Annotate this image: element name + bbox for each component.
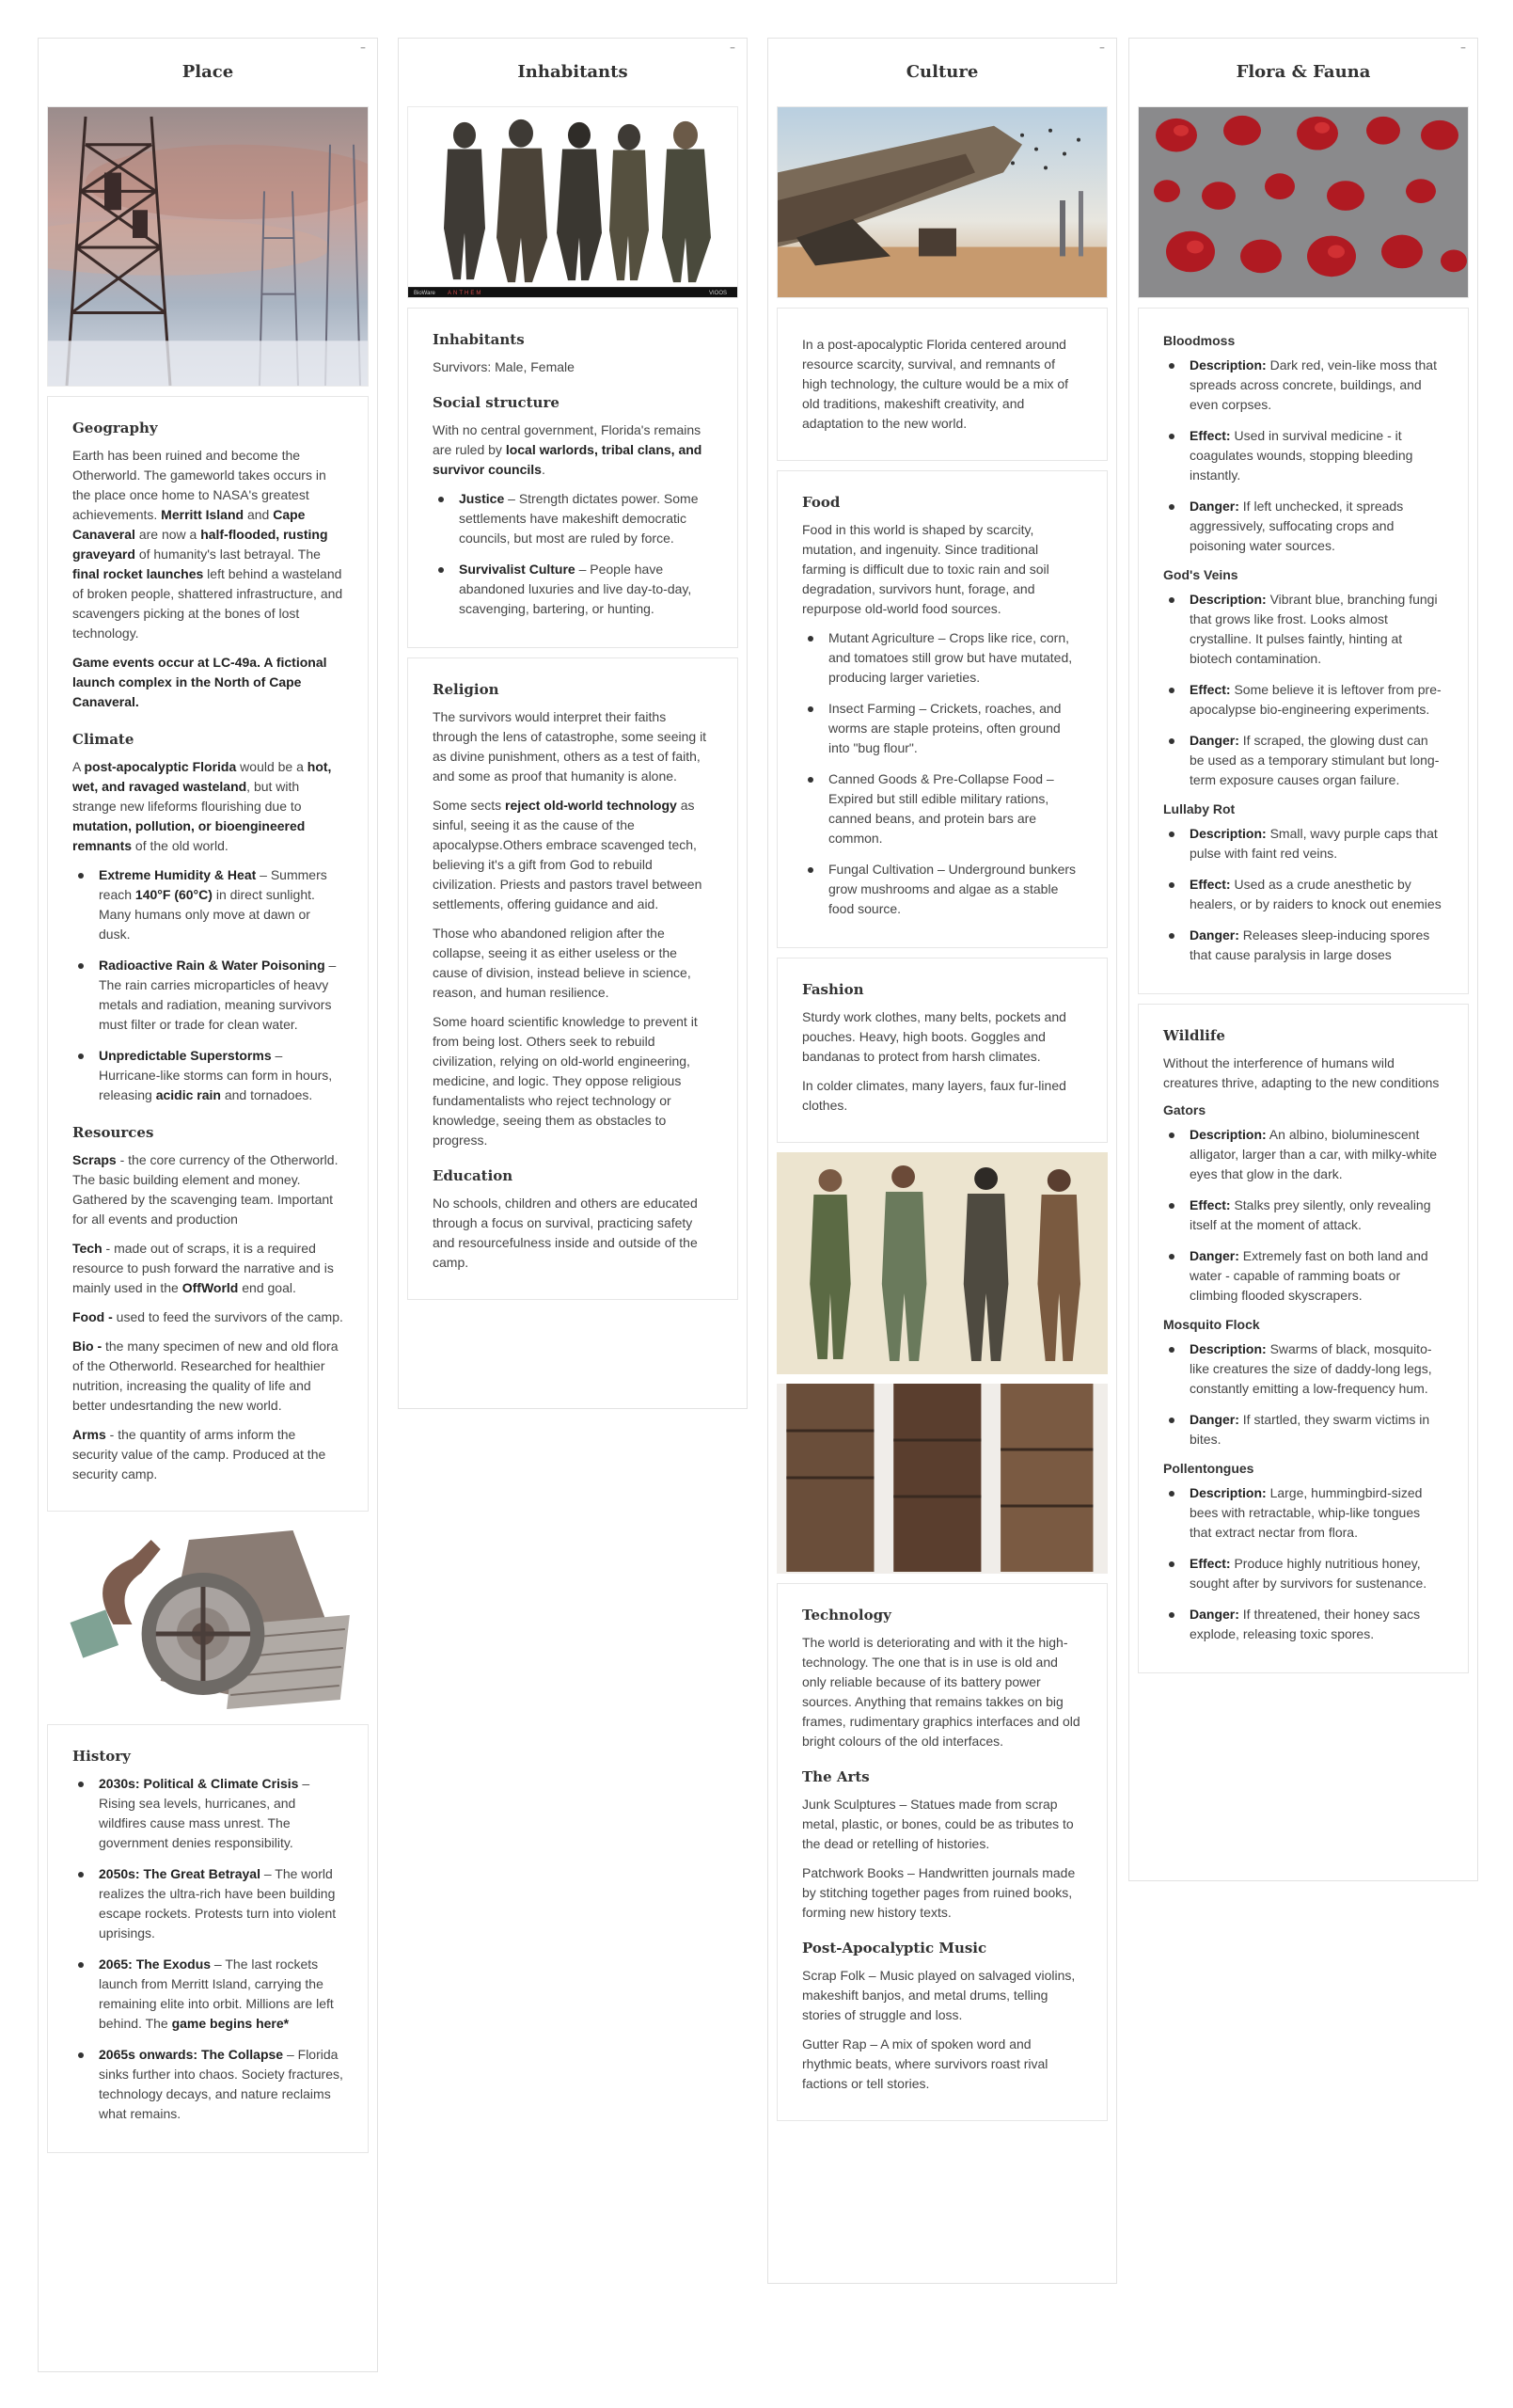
mosquito-flock-list: [1163, 1339, 1444, 1450]
list-item: Survivalist Culture – People have abandoned luxuries and live day-to-day, scavenging, bartering, or hunting.: [433, 560, 714, 619]
music-p2: Gutter Rap – A mix of spoken word and rhythmic beats, where survivors roast rival factions or tell stories.: [802, 2036, 1048, 2091]
image-caption-left: BioWare: [414, 291, 435, 297]
flora-card: [1138, 308, 1469, 994]
resources-heading: Resources: [72, 1124, 154, 1141]
bloodmoss-list: [1163, 356, 1444, 556]
music-p1: Scrap Folk – Music played on salvaged violins, makeshift banjos, and metal drums, telling stories of struggle and loss.: [802, 1968, 1076, 2022]
list-item: Effect: Some believe it is leftover from pre-apocalypse bio-engineering experiments.: [1163, 680, 1444, 720]
scrap-machine-image: [47, 1521, 369, 1715]
image-caption-mid: ANTHEM: [448, 291, 483, 297]
pollentongues-list: [1163, 1483, 1444, 1644]
red-plants-image: [1138, 106, 1469, 298]
resource-tech: Tech - made out of scraps, it is a required resource to push forward the narrative and is mainly used in the OffWorld end goal.: [72, 1241, 334, 1295]
list-item: Danger: If threatened, their honey sacs explode, releasing toxic spores.: [1163, 1605, 1444, 1644]
list-item: Danger: Extremely fast on both land and water - capable of ramming boats or climbing flooded skyscrapers.: [1163, 1246, 1444, 1306]
fashion-heading: Fashion: [802, 981, 864, 998]
column-title-flora-fauna: Flora & Fauna –: [1236, 40, 1466, 82]
animal-name-gators: Gators: [1163, 1102, 1206, 1117]
lullaby-rot-list: [1163, 824, 1444, 965]
list-item: Description: Dark red, vein-like moss that spreads across concrete, buildings, and even corpses.: [1163, 356, 1444, 415]
climate-paragraph: A post-apocalyptic Florida would be a hot, wet, and ravaged wasteland, but with strange new lifeforms flourishing due to mutation, pollution, or bioengineered remnants of the old world.: [72, 759, 332, 853]
animal-name-pollentongues: Pollentongues: [1163, 1461, 1254, 1476]
column-flora-fauna: [1128, 38, 1478, 1881]
survivors-outfits-image: [777, 1152, 1108, 1374]
column-culture: [767, 38, 1117, 2284]
list-item: Danger: If left unchecked, it spreads aggressively, suffocating crops and poisoning water sources.: [1163, 497, 1444, 556]
minus-icon[interactable]: –: [1099, 40, 1105, 54]
religion-p1: The survivors would interpret their faiths through the lens of catastrophe, some seeing it as divine punishment, others as a test of faith, and some as proof that humanity is alone.: [433, 709, 707, 784]
antenna-tower-image: [47, 106, 369, 387]
gators-list: [1163, 1125, 1444, 1306]
food-card: [777, 470, 1108, 948]
climate-heading: Climate: [72, 731, 134, 748]
column-title-place: Place –: [181, 40, 366, 82]
religion-p4: Some hoard scientific knowledge to prevent it from being lost. Others seek to rebuild civilization, relying on old-world engineering, medicine, and logic. They oppose religious fundamentalists who reject technology or knowledge, seeing them as obstacles to progress.: [433, 1014, 698, 1148]
resource-scraps: Scraps - the core currency of the Otherworld. The basic building element and money. Gathered by the scavenging team. Important for all events and production: [72, 1152, 339, 1227]
list-item: Description: Small, wavy purple caps that pulse with faint red veins.: [1163, 824, 1444, 863]
game-events-note: Game events occur at LC-49a. A fictional launch complex in the North of Cape Canaveral.: [72, 655, 327, 709]
inhabitants-heading: Inhabitants: [433, 331, 525, 348]
resource-bio: Bio - the many specimen of new and old flora of the Otherworld. Researched for healthier nutrition, increasing the quality of life and better undesrtanding the new world.: [72, 1339, 339, 1413]
image-caption-right: VIOOS: [709, 291, 727, 297]
food-heading: Food: [802, 494, 841, 511]
fashion-p1: Sturdy work clothes, many belts, pockets and pouches. Heavy, high boots. Goggles and bandanas to protect from harsh climates.: [802, 1009, 1066, 1064]
fashion-card: [777, 958, 1108, 1143]
animal-name-mosquito-flock: Mosquito Flock: [1163, 1317, 1260, 1332]
list-item: Danger: If startled, they swarm victims in bites.: [1163, 1410, 1444, 1450]
social-structure-list: [433, 489, 714, 619]
list-item: Insect Farming – Crickets, roaches, and worms are staple proteins, often ground into "bug flour".: [802, 699, 1083, 758]
religion-p2: Some sects reject old-world technology as sinful, seeing it as the cause of the apocalypse.Others embrace scavenged tech, believing it's a gift from God to rebuild civilization. Priests and pastors travel between settlements, offering guidance and aid.: [433, 798, 702, 911]
list-item: 2065: The Exodus – The last rockets launch from Merritt Island, carrying the remaining elite into orbit. Millions are left behind. The game begins here*: [72, 1955, 344, 2034]
inhabitants-card: [407, 308, 738, 648]
culture-intro-card: [777, 308, 1108, 461]
wildlife-intro: Without the interference of humans wild creatures thrive, adapting to the new conditions: [1163, 1055, 1440, 1090]
fashion-p2: In colder climates, many layers, faux fur-lined clothes.: [802, 1078, 1066, 1113]
list-item: Description: An albino, bioluminescent alligator, larger than a car, with milky-white eyes that glow in the dark.: [1163, 1125, 1444, 1184]
list-item: Fungal Cultivation – Underground bunkers grow mushrooms and algae as a stable food source.: [802, 860, 1083, 919]
list-item: Description: Large, hummingbird-sized bees with retractable, whip-like tongues that extract nectar from flora.: [1163, 1483, 1444, 1543]
list-item: Justice – Strength dictates power. Some settlements have makeshift democratic councils, but most are ruled by force.: [433, 489, 714, 548]
history-list: [72, 1774, 344, 2124]
arts-p2: Patchwork Books – Handwritten journals made by stitching together pages from ruined books, forming new history texts.: [802, 1865, 1076, 1920]
climate-list: [72, 865, 344, 1105]
education-paragraph: No schools, children and others are educated through a focus on survival, practicing safety and resourcefulness inside and outside of the camp.: [433, 1196, 698, 1270]
wildlife-card: [1138, 1004, 1469, 1673]
resource-food: Food - used to feed the survivors of the camp.: [72, 1309, 343, 1324]
religion-p3: Those who abandoned religion after the collapse, seeing it as either useless or the cause of division, instead believe in science, reason, and human resilience.: [433, 926, 691, 1000]
list-item: Radioactive Rain & Water Poisoning – The rain carries microparticles of heavy metals and radiation, meaning survivors must filter or trade for clean water.: [72, 956, 344, 1035]
technology-card: [777, 1583, 1108, 2121]
list-item: Effect: Produce highly nutritious honey, sought after by survivors for sustenance.: [1163, 1554, 1444, 1593]
plant-name-gods-veins: God's Veins: [1163, 567, 1238, 582]
gods-veins-list: [1163, 590, 1444, 790]
inhabitants-concept-image: [407, 106, 738, 298]
plant-name-lullaby-rot: Lullaby Rot: [1163, 801, 1236, 816]
list-item: Danger: If scraped, the glowing dust can be used as a temporary stimulant but long-term exposure causes organ failure.: [1163, 731, 1444, 790]
geography-card: [47, 396, 369, 1512]
food-paragraph: Food in this world is shaped by scarcity, mutation, and ingenuity. Since traditional farming is difficult due to toxic rain and soil degradation, survivors hunt, forage, and repurpose old-world food sources.: [802, 522, 1049, 616]
technology-paragraph: The world is deteriorating and with it the high-technology. The one that is in use is old and only reliable because of its battery power sources. Anything that remains takkes on big frames, rudimentary graphics interfaces and old bright colours of the old interfaces.: [802, 1635, 1080, 1749]
social-structure-heading: Social structure: [433, 394, 559, 411]
plant-name-bloodmoss: Bloodmoss: [1163, 333, 1236, 348]
list-item: 2065s onwards: The Collapse – Florida sinks further into chaos. Society fractures, technology decays, and nature reclaims what remains.: [72, 2045, 344, 2124]
religion-heading: Religion: [433, 681, 499, 698]
crashed-ship-image: [777, 106, 1108, 298]
list-item: Extreme Humidity & Heat – Summers reach 140°F (60°C) in direct sunlight. Many humans only move at dawn or dusk.: [72, 865, 344, 944]
geography-heading: Geography: [72, 420, 158, 436]
arts-heading: The Arts: [802, 1768, 870, 1785]
list-item: Description: Swarms of black, mosquito-like creatures the size of daddy-long legs, constantly emitting a low-frequency hum.: [1163, 1339, 1444, 1399]
column-title-inhabitants: Inhabitants –: [517, 40, 735, 82]
list-item: Unpredictable Superstorms – Hurricane-like storms can form in hours, releasing acidic rain and tornadoes.: [72, 1046, 344, 1105]
culture-intro: In a post-apocalyptic Florida centered around resource scarcity, survival, and remnants of high technology, the culture would be a mix of old traditions, makeshift creativity, and adaptation to the new world.: [802, 337, 1069, 431]
minus-icon[interactable]: –: [730, 40, 735, 54]
history-heading: History: [72, 1748, 131, 1765]
religion-card: [407, 657, 738, 1300]
social-structure-paragraph: With no central government, Florida's remains are ruled by local warlords, tribal clans, and survivor councils.: [433, 422, 702, 477]
technology-heading: Technology: [802, 1607, 891, 1624]
list-item: Description: Vibrant blue, branching fungi that grows like frost. Looks almost crystalline. It pulses faintly, hinting at biotech contamination.: [1163, 590, 1444, 669]
geography-paragraph: Earth has been ruined and become the Otherworld. The gameworld takes occurs in the place once home to NASA's greatest achievements. Merritt Island and Cape Canaveral are now a half-flooded, rusting graveyard of humanity's last betrayal. The final rocket launches left behind a wasteland of broken people, shattered infrastructure, and scavengers picking at the bones of lost technology.: [72, 448, 343, 641]
music-heading: Post-Apocalyptic Music: [802, 1940, 987, 1956]
column-place: [38, 38, 378, 2372]
list-item: Effect: Used in survival medicine - it coagulates wounds, stopping bleeding instantly.: [1163, 426, 1444, 485]
resource-arms: Arms - the quantity of arms inform the security value of the camp. Produced at the security camp.: [72, 1427, 326, 1481]
arts-p1: Junk Sculptures – Statues made from scrap metal, plastic, or bones, could be as tributes to the dead or retelling of histories.: [802, 1797, 1074, 1851]
wildlife-heading: Wildlife: [1163, 1027, 1225, 1044]
history-card: [47, 1724, 369, 2153]
list-item: Effect: Used as a crude anesthetic by healers, or by raiders to knock out enemies: [1163, 875, 1444, 914]
minus-icon[interactable]: –: [1460, 40, 1466, 54]
education-heading: Education: [433, 1167, 513, 1184]
inhabitants-line: Survivors: Male, Female: [433, 359, 575, 374]
list-item: 2050s: The Great Betrayal – The world realizes the ultra-rich have been building escape rockets. Protests turn into violent uprisings.: [72, 1864, 344, 1943]
column-title-culture: Culture –: [906, 40, 1105, 82]
minus-icon[interactable]: –: [360, 40, 366, 54]
food-list: [802, 628, 1083, 919]
column-inhabitants: [398, 38, 748, 1409]
list-item: 2030s: Political & Climate Crisis – Rising sea levels, hurricanes, and wildfires cause mass unrest. The government denies responsibility.: [72, 1774, 344, 1853]
list-item: Mutant Agriculture – Crops like rice, corn, and tomatoes still grow but have mutated, producing larger varieties.: [802, 628, 1083, 688]
list-item: Effect: Stalks prey silently, only revealing itself at the moment of attack.: [1163, 1196, 1444, 1235]
boots-gear-image: [777, 1384, 1108, 1574]
list-item: Canned Goods & Pre-Collapse Food – Expired but still edible military rations, canned beans, and protein bars are common.: [802, 769, 1083, 848]
list-item: Danger: Releases sleep-inducing spores that cause paralysis in large doses: [1163, 926, 1444, 965]
